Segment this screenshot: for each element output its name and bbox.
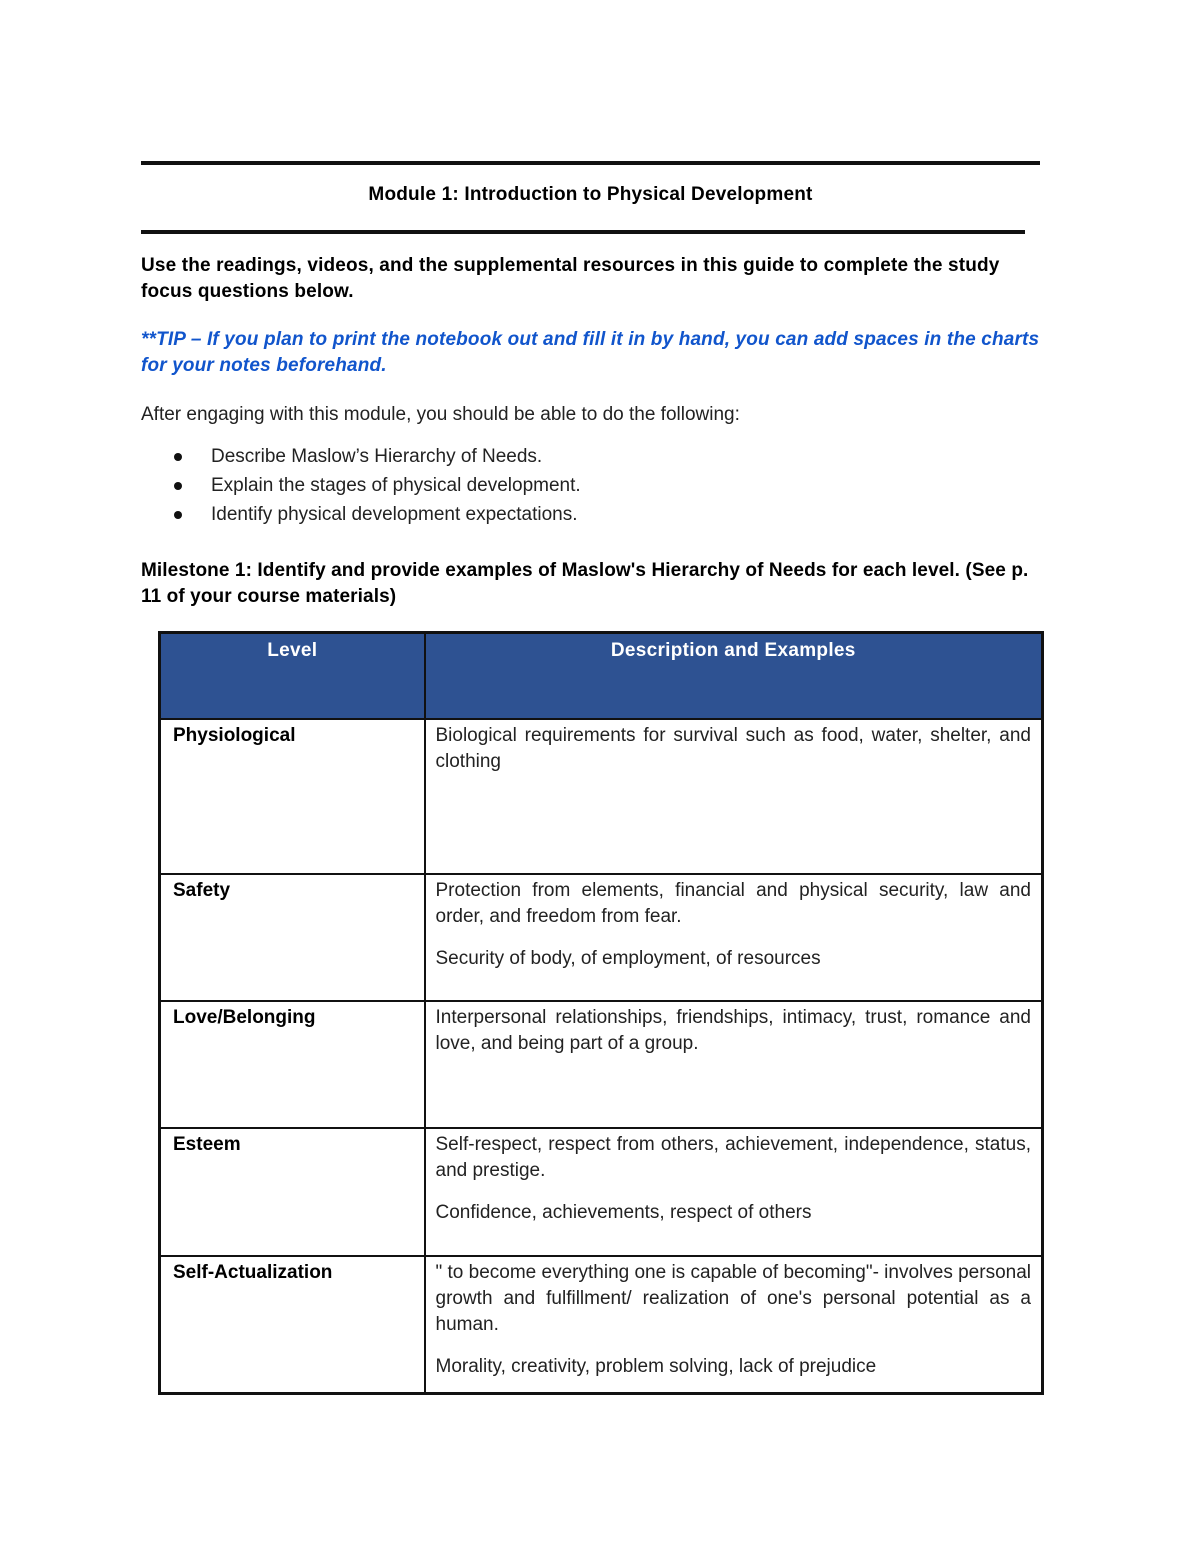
header-description: Description and Examples — [425, 633, 1043, 719]
title-divider — [141, 230, 1025, 234]
table-row — [160, 1256, 1043, 1394]
objectives-lead: After engaging with this module, you should be able to do the following: — [141, 404, 740, 425]
objective-text: Explain the stages of physical development. — [211, 475, 581, 496]
module-title: Module 1: Introduction to Physical Development — [368, 184, 813, 205]
description-cell — [425, 1256, 1043, 1394]
top-divider — [141, 161, 1040, 165]
examples-text: Confidence, achievements, respect of others — [435, 1201, 812, 1223]
objective-item — [141, 502, 1041, 531]
level-cell: Esteem — [160, 1128, 425, 1256]
table-header-row — [160, 633, 1043, 719]
description-cell — [425, 719, 1043, 874]
description-text: Interpersonal relationships, friendships, intimacy, trust, romance and love, and being part of a group. — [435, 1006, 1031, 1054]
description-cell — [425, 1001, 1043, 1128]
examples-text: Morality, creativity, problem solving, lack of prejudice — [435, 1355, 877, 1377]
level-cell: Physiological — [160, 719, 425, 874]
header-level: Level — [160, 633, 425, 719]
table-row — [160, 719, 1043, 874]
description-text: Biological requirements for survival such as food, water, shelter, and clothing — [435, 724, 1031, 772]
description-text: Self-respect, respect from others, achievement, independence, status, and prestige. — [435, 1133, 1031, 1181]
table-row — [160, 1001, 1043, 1128]
description-cell — [425, 1128, 1043, 1256]
examples-text: Security of body, of employment, of resources — [435, 947, 821, 969]
table-row — [160, 1128, 1043, 1256]
maslow-hierarchy-table — [158, 631, 1044, 1395]
description-text: " to become everything one is capable of becoming"- involves personal growth and fulfillment/ realization of one's personal potential as a human. — [435, 1261, 1031, 1335]
bullet-icon — [174, 511, 182, 519]
table-row — [160, 874, 1043, 1001]
objectives-list — [141, 444, 1041, 531]
milestone-heading: Milestone 1: Identify and provide examples of Maslow's Hierarchy of Needs for each level. (See p. 11 of your course materials) — [141, 560, 1029, 607]
description-cell — [425, 874, 1043, 1001]
level-cell: Love/Belonging — [160, 1001, 425, 1128]
intro-instructions: Use the readings, videos, and the supplemental resources in this guide to complete the study focus questions below. — [141, 255, 1000, 302]
bullet-icon — [174, 453, 182, 461]
objective-item — [141, 473, 1041, 502]
level-cell: Self-Actualization — [160, 1256, 425, 1394]
description-text: Protection from elements, financial and physical security, law and order, and freedom from fear. — [435, 879, 1031, 927]
print-tip: **TIP – If you plan to print the notebook out and fill it in by hand, you can add spaces in the charts for your notes beforehand. — [141, 329, 1040, 376]
objective-text: Describe Maslow’s Hierarchy of Needs. — [211, 446, 543, 467]
objective-text: Identify physical development expectations. — [211, 504, 578, 525]
level-cell: Safety — [160, 874, 425, 1001]
objective-item — [141, 444, 1041, 473]
bullet-icon — [174, 482, 182, 490]
